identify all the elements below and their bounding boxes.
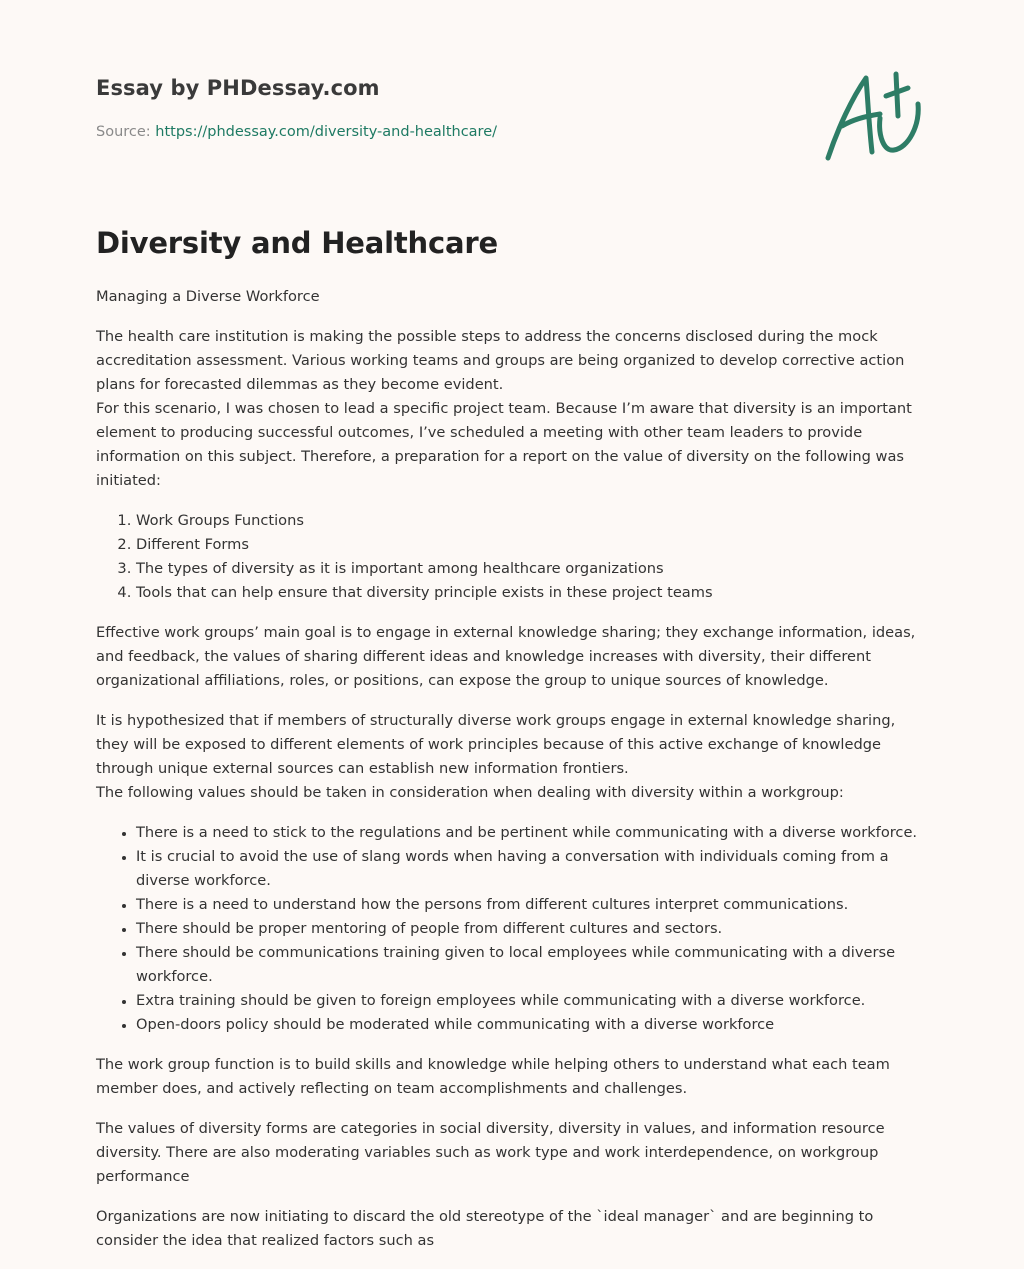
paragraph: Organizations are now initiating to discard the old stereotype of the `ideal manager` and are beginning to consider the idea that realized factors such as <box>96 1208 874 1249</box>
paragraph: Effective work groups’ main goal is to engage in external knowledge sharing; they exchange information, ideas, and feedback, the values of sharing different ideas and knowledge increases with diversity, their different organizational affiliations, roles, or positions, can expose the group to unique sources of knowledge. <box>96 624 916 689</box>
source-line <box>96 124 497 140</box>
list-item: 4. Tools that can help ensure that diversity principle exists in these project teams <box>136 581 926 605</box>
bullet-list <box>96 821 926 1037</box>
article-title: Diversity and Healthcare <box>96 226 498 260</box>
list-item: 2. Different Forms <box>136 533 926 557</box>
article-body <box>96 285 926 1269</box>
list-item: 1. Work Groups Functions <box>136 509 926 533</box>
article-subtitle: Managing a Diverse Workforce <box>96 288 320 305</box>
source-label: Source: <box>96 124 156 140</box>
list-item: 3. The types of diversity as it is important among healthcare organizations <box>136 557 926 581</box>
list-item: • There is a need to stick to the regulations and be pertinent while communicating with a diverse workforce. <box>136 821 926 845</box>
a-plus-logo-icon <box>822 66 926 166</box>
list-item: • Extra training should be given to foreign employees while communicating with a diverse workforce. <box>136 989 926 1013</box>
list-item: • It is crucial to avoid the use of slang words when having a conversation with individuals coming from a diverse workforce. <box>136 845 926 893</box>
paragraph: The work group function is to build skills and knowledge while helping others to understand what each team member does, and actively reflecting on team accomplishments and challenges. <box>96 1056 890 1097</box>
list-item: • There should be proper mentoring of people from different cultures and sectors. <box>136 917 926 941</box>
paragraph: It is hypothesized that if members of structurally diverse work groups engage in external knowledge sharing, they will be exposed to different elements of work principles because of this active exchange of knowledge through unique external sources can establish new information frontiers. <box>96 712 896 777</box>
list-item: • There should be communications training given to local employees while communicating with a diverse workforce. <box>136 941 926 989</box>
list-item: • Open-doors policy should be moderated while communicating with a diverse workforce <box>136 1013 926 1037</box>
list-item: • There is a need to understand how the persons from different cultures interpret communications. <box>136 893 926 917</box>
paragraph: The health care institution is making the possible steps to address the concerns disclosed during the mock accreditation assessment. Various working teams and groups are being organized to develop corrective action plans for forecasted dilemmas as they become evident. <box>96 328 905 393</box>
brand-title: Essay by PHDessay.com <box>96 76 380 100</box>
paragraph: For this scenario, I was chosen to lead a specific project team. Because I’m aware that diversity is an important element to producing successful outcomes, I’ve scheduled a meeting with other team leaders to provide information on this subject. Therefore, a preparation for a report on the value of diversity on the following was initiated: <box>96 400 912 489</box>
numbered-list <box>96 509 926 605</box>
paragraph: The following values should be taken in consideration when dealing with diversity within a workgroup: <box>96 784 844 801</box>
paragraph: The values of diversity forms are categories in social diversity, diversity in values, and information resource diversity. There are also moderating variables such as work type and work interdependence, on workgroup performance <box>96 1120 885 1185</box>
source-link[interactable]: https://phdessay.com/diversity-and-healthcare/ <box>155 124 498 140</box>
